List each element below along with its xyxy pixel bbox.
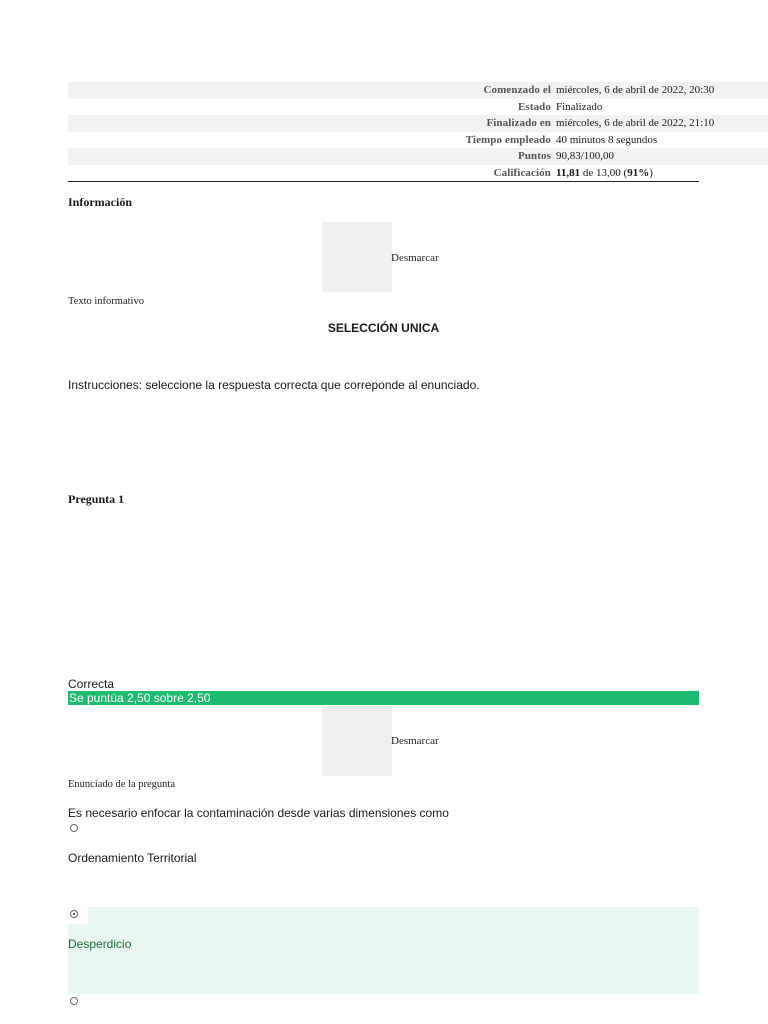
summary-label: Calificación — [493, 166, 551, 179]
question-text: Es necesario enfocar la contaminación desde varias dimensiones como — [68, 806, 449, 820]
unflag-link[interactable]: Desmarcar — [391, 735, 439, 747]
option-label[interactable]: Desperdicio — [68, 937, 132, 951]
grade-close: ) — [649, 166, 653, 179]
summary-value: 40 minutos 8 segundos — [556, 133, 658, 146]
summary-value — [556, 165, 699, 182]
summary-value: miércoles, 6 de abril de 2022, 21:10 — [556, 115, 768, 132]
option-radio[interactable] — [70, 824, 78, 832]
summary-row-time — [68, 132, 699, 149]
correct-answer-highlight — [68, 924, 699, 994]
grade-percent: 91% — [627, 166, 650, 179]
question-heading: Pregunta 1 — [68, 492, 125, 506]
summary-row-started — [68, 82, 768, 99]
summary-row-grade — [68, 165, 699, 182]
summary-label: Puntos — [518, 150, 551, 162]
option-label[interactable]: Ordenamiento Territorial — [68, 851, 197, 865]
summary-label: Finalizado en — [486, 117, 551, 129]
grade-score: 11,81 — [556, 166, 581, 179]
summary-value: miércoles, 6 de abril de 2022, 20:30 — [556, 82, 768, 99]
summary-label: Tiempo empleado — [465, 133, 551, 146]
unflag-link[interactable]: Desmarcar — [391, 252, 439, 264]
info-type-label: Texto informativo — [68, 296, 144, 307]
question-grade-bar: Se puntúa 2,50 sobre 2,50 — [68, 691, 699, 705]
option-radio-selected[interactable] — [70, 910, 78, 918]
flag-box[interactable] — [322, 706, 392, 776]
attempt-summary-table — [68, 82, 715, 182]
instructions-text: Instrucciones: seleccione la respuesta correcta que correponde al enunciado. — [68, 378, 480, 392]
grade-total: de 13,00 ( — [580, 166, 628, 179]
section-title: SELECCIÓN UNICA — [327, 321, 440, 335]
summary-row-state — [68, 99, 699, 116]
question-statement-label: Enunciado de la pregunta — [68, 779, 175, 790]
info-heading: Información — [68, 195, 132, 209]
summary-row-points — [68, 148, 768, 165]
question-state: Correcta — [68, 677, 115, 691]
summary-row-finished — [68, 115, 768, 132]
flag-box[interactable] — [322, 222, 392, 292]
summary-label: Estado — [518, 100, 551, 113]
summary-value: Finalizado — [556, 100, 603, 113]
summary-value: 90,83/100,00 — [556, 148, 768, 165]
option-radio[interactable] — [70, 997, 78, 1005]
summary-label: Comenzado el — [483, 84, 551, 96]
